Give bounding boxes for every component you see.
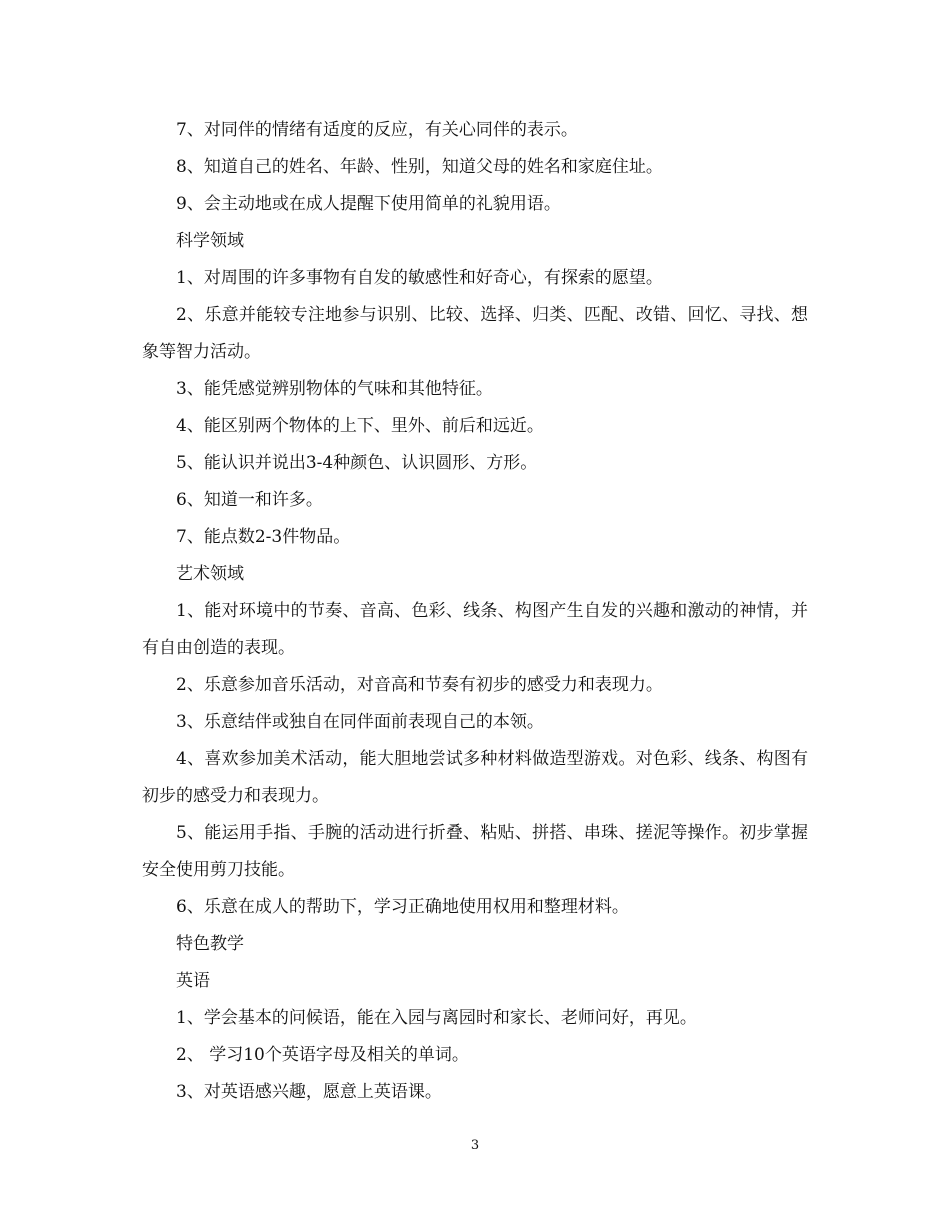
paragraph-21: 1、学会基本的问候语，能在入园与离园时和家长、老师问好，再见。 [176, 1008, 697, 1028]
paragraph-17: 5、能运用手指、手腕的活动进行折叠、粘贴、拼搭、串珠、搓泥等操作。初步掌握安全使用剪刀技能。 [142, 823, 808, 880]
paragraph-15: 3、乐意结伴或独自在同伴面前表现自己的本领。 [176, 712, 544, 732]
paragraph-18: 6、乐意在成人的帮助下，学习正确地使用权用和整理材料。 [176, 897, 629, 917]
paragraph-8: 4、能区别两个物体的上下、里外、前后和远近。 [176, 416, 544, 436]
paragraph-14: 2、乐意参加音乐活动，对音高和节奏有初步的感受力和表现力。 [176, 675, 663, 695]
paragraph-13: 1、能对环境中的节奏、音高、色彩、线条、构图产生自发的兴趣和激动的神情，并有自由创造的表现。 [142, 601, 808, 658]
paragraph-6: 2、乐意并能较专注地参与识别、比较、选择、归类、匹配、改错、回忆、寻找、想象等智力活动。 [142, 305, 808, 362]
paragraph-3: 9、会主动地或在成人提醒下使用简单的礼貌用语。 [176, 194, 561, 214]
section-heading-science: 科学领域 [176, 231, 244, 251]
document-body [142, 112, 808, 1111]
paragraph-10: 6、知道一和许多。 [176, 490, 323, 510]
section-heading-special-teaching: 特色教学 [176, 934, 244, 954]
paragraph-2: 8、知道自己的姓名、年龄、性别，知道父母的姓名和家庭住址。 [176, 157, 663, 177]
paragraph-23: 3、对英语感兴趣，愿意上英语课。 [176, 1082, 442, 1102]
paragraph-1: 7、对同伴的情绪有适度的反应，有关心同伴的表示。 [176, 120, 578, 140]
section-heading-art: 艺术领域 [176, 564, 244, 584]
paragraph-16: 4、喜欢参加美术活动，能大胆地尝试多种材料做造型游戏。对色彩、线条、构图有初步的感受力和表现力。 [142, 749, 808, 806]
page-number: 3 [470, 1138, 480, 1153]
paragraph-5: 1、对周围的许多事物有自发的敏感性和好奇心，有探索的愿望。 [176, 268, 663, 288]
paragraph-7: 3、能凭感觉辨别物体的气味和其他特征。 [176, 379, 493, 399]
paragraph-11: 7、能点数2-3件物品。 [176, 527, 351, 547]
paragraph-9: 5、能认识并说出3-4种颜色、认识圆形、方形。 [176, 453, 538, 473]
paragraph-22: 2、 学习10个英语字母及相关的单词。 [176, 1045, 469, 1065]
section-heading-english: 英语 [176, 971, 210, 991]
